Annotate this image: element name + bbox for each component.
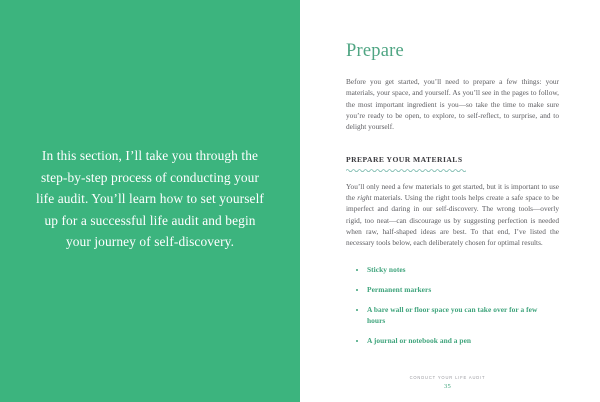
page-number: 35 [444, 383, 451, 390]
subheading: PREPARE YOUR MATERIALS [346, 154, 463, 164]
pull-quote: In this section, I’ll take you through the step-by-step process of conducting your life audit. You’ll learn how to set yourself up for a successful life audit and begin your journey of self-discovery. [36, 148, 264, 250]
running-title: CONDUCT YOUR LIFE AUDIT [409, 374, 486, 380]
materials-list [346, 265, 559, 346]
page-footer [300, 375, 600, 391]
page-title: Prepare [346, 41, 404, 61]
list-item: A journal or notebook and a pen [356, 336, 543, 347]
right-page [300, 0, 600, 402]
materials-paragraph-part2: materials. Using the right tools helps create a safe space to be imperfect and daring in our self-discovery. The wrong tools—overly rigid, too neat—can discourage us by suggesting perfection is needed when raw, half-shaped ideas are best. To that end, I’ve listed the necessary tools below, each deliberately chosen for optimal results. [346, 193, 560, 248]
materials-paragraph-part1: You’ll only need a few materials to get started, but it is important to use the [346, 181, 559, 203]
materials-paragraph-emphasis: right [357, 193, 372, 203]
list-item: Sticky notes [356, 265, 543, 276]
intro-paragraph: Before you get started, you’ll need to prepare a few things: your materials, your space, and yourself. As you’ll see in the pages to follow, the most important ingredient is you—so take the time to make sure you’re ready to be open, to explore, to self-reflect, to surprise, and to delight yourself. [346, 77, 559, 132]
materials-paragraph [346, 181, 559, 249]
wavy-underline-icon [346, 168, 466, 172]
subheading-group [346, 155, 466, 172]
list-item: Permanent markers [356, 285, 543, 296]
list-item: A bare wall or floor space you can take over for a few hours [356, 305, 543, 326]
